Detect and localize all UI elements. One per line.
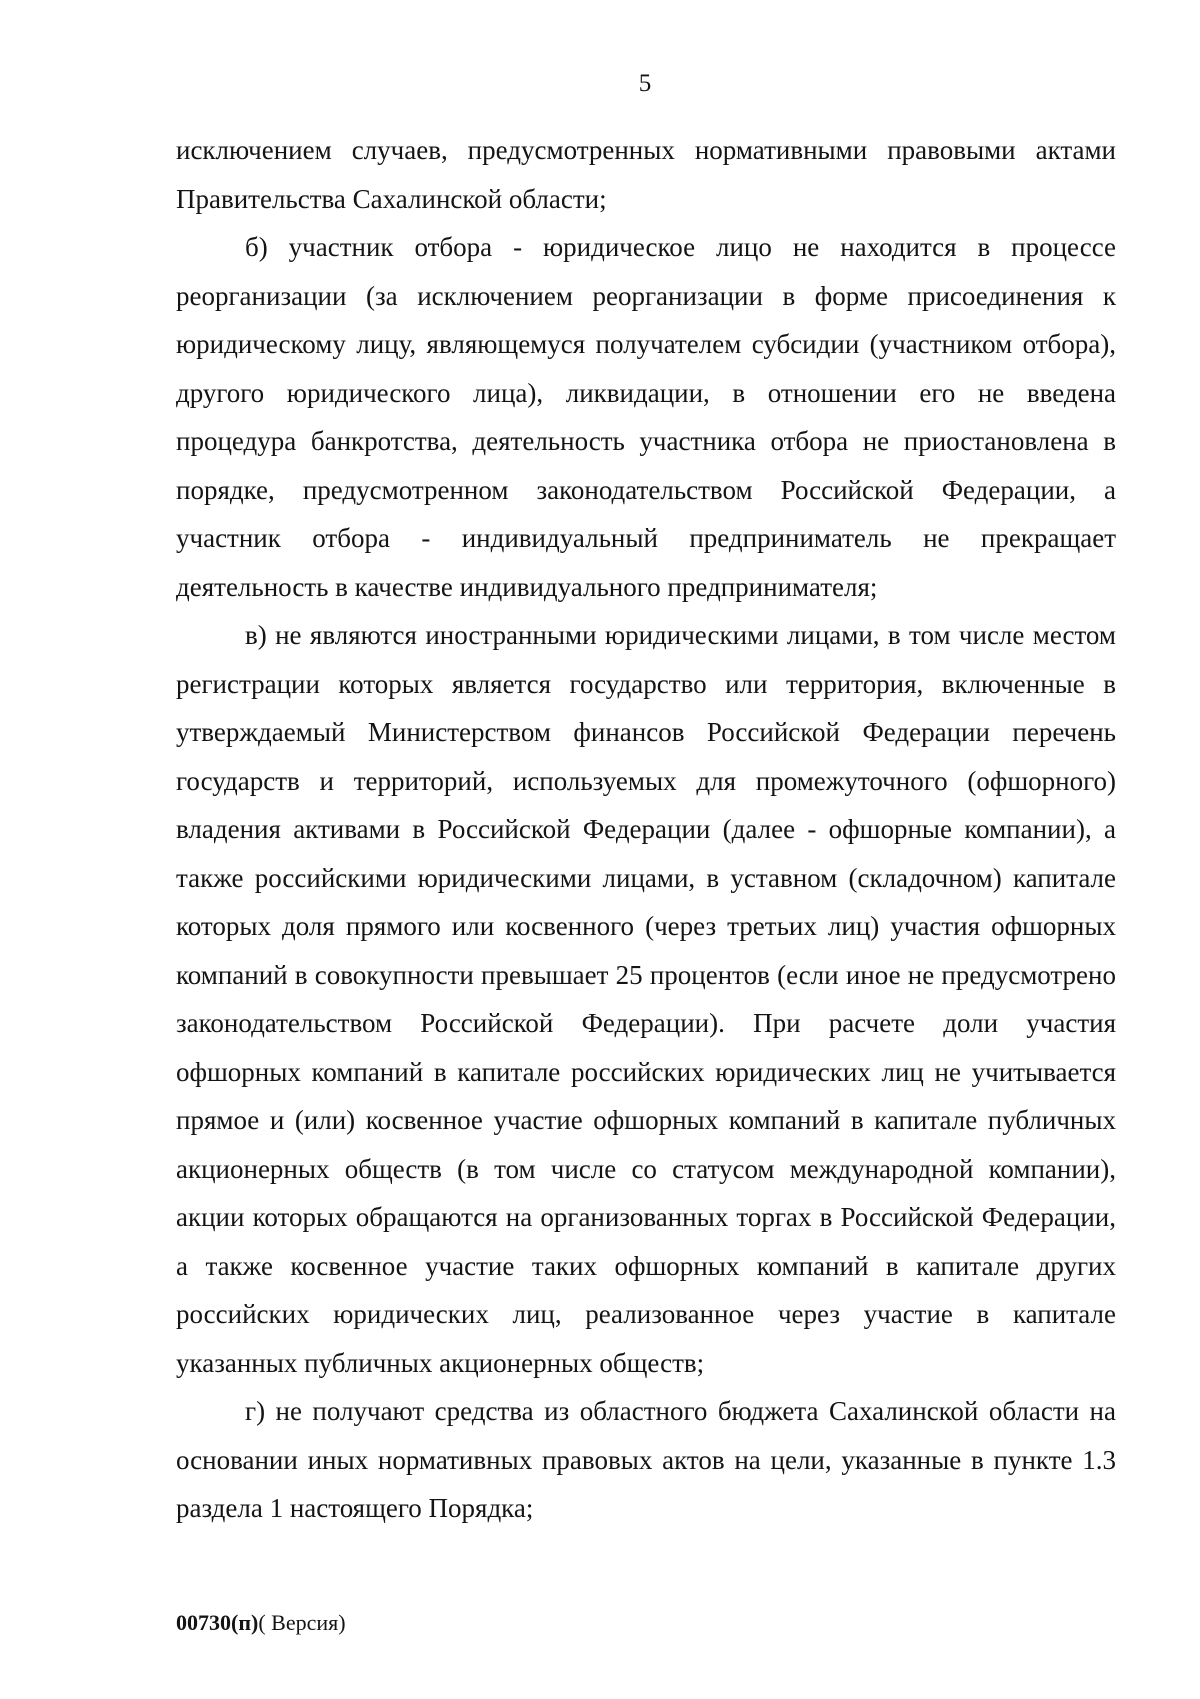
document-body <box>176 126 1116 1533</box>
document-footer <box>176 1610 346 1636</box>
paragraph-b: б) участник отбора - юридическое лицо не находится в процессе реорганизации (за исключением реорганизации в форме присоединения к юридическому лицу, являющемуся получателем субсидии (участником отбора), другого юридического лица), ликвидации, в отношении его не введена процедура банкротства, деятельность участника отбора не приостановлена в порядке, предусмотренном законодательством Российской Федерации, а участник отбора - индивидуальный предприниматель не прекращает деятельность в качестве индивидуального предпринимателя; <box>176 232 1116 602</box>
paragraph-v: в) не являются иностранными юридическими лицами, в том числе местом регистрации которых является государство или территория, включенные в утверждаемый Министерством финансов Российской Федерации перечень государств и территорий, используемых для промежуточного (офшорного) владения активами в Российской Федерации (далее - офшорные компании), а также российскими юридическими лицами, в уставном (складочном) капитале которых доля прямого или косвенного (через третьих лиц) участия офшорных компаний в совокупности превышает 25 процентов (если иное не предусмотрено законодательством Российской Федерации). При расчете доли участия офшорных компаний в капитале российских юридических лиц не учитывается прямое и (или) косвенное участие офшорных компаний в капитале публичных акционерных обществ (в том числе со статусом международной компании), акции которых обращаются на организованных торгах в Российской Федерации, а также косвенное участие таких офшорных компаний в капитале других российских юридических лиц, реализованное через участие в капитале указанных публичных акционерных обществ; <box>176 620 1116 1378</box>
document-version: ( Версия) <box>258 1610 346 1635</box>
page-number: 5 <box>638 70 652 97</box>
document-code: 00730(п) <box>176 1610 259 1635</box>
paragraph-g: г) не получают средства из областного бюджета Сахалинской области на основании иных нормативных правовых актов на цели, указанные в пункте 1.3 раздела 1 настоящего Порядка; <box>176 1396 1116 1523</box>
paragraph-continuation: исключением случаев, предусмотренных нормативными правовыми актами Правительства Сахалинской области; <box>176 135 1116 214</box>
